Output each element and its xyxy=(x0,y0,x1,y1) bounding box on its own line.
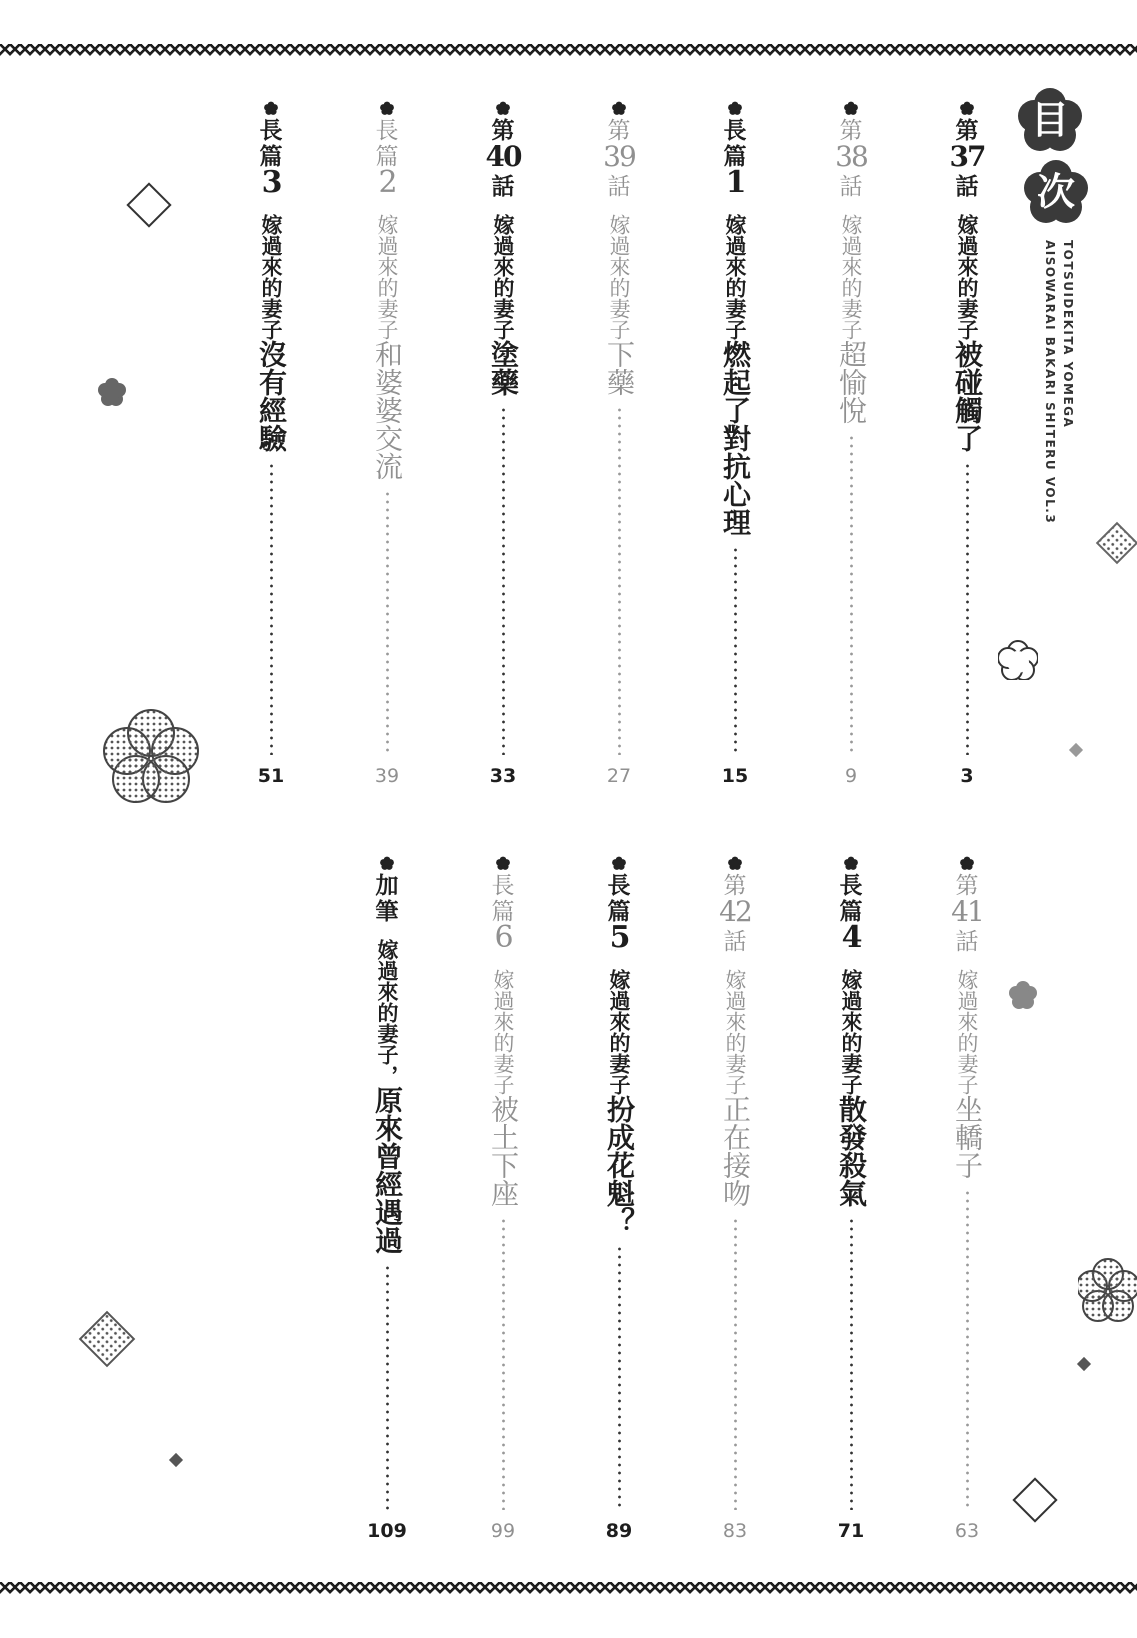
entry-number: 42 xyxy=(719,895,751,928)
chapter-title xyxy=(254,214,288,452)
dot-leader xyxy=(734,546,737,755)
flower-bullet-icon xyxy=(728,855,742,869)
toc-entry[interactable] xyxy=(950,855,984,1544)
diamond-icon xyxy=(166,1450,186,1470)
entry-marker: 長 篇 xyxy=(839,872,863,925)
page-number: 3 xyxy=(960,765,974,787)
page-number: 71 xyxy=(837,1520,865,1542)
flower-bullet-icon xyxy=(264,100,278,114)
dot-leader xyxy=(502,406,505,755)
page-number: 39 xyxy=(374,765,400,787)
chapter-title-prefix: 嫁過來的妻子 xyxy=(375,214,399,340)
series-title-line-2: AISOWARAI BAKARI SHITERU VOL.3 xyxy=(1043,240,1057,525)
entry-marker: 長 篇 xyxy=(259,117,283,170)
flower-bullet-icon xyxy=(496,855,510,869)
chapter-title xyxy=(834,969,868,1207)
dot-leader xyxy=(270,462,273,755)
dot-leader xyxy=(850,1217,853,1510)
entry-number: 6 xyxy=(494,920,512,955)
flower-bullet-icon xyxy=(380,855,394,869)
chapter-title-prefix: 嫁過來的妻子 xyxy=(955,969,979,1095)
chapter-title xyxy=(950,969,984,1179)
chapter-title-main: 正在接吻 xyxy=(719,1095,752,1207)
plum-blossom-icon xyxy=(1078,1258,1137,1328)
chapter-title xyxy=(486,214,520,396)
chapter-title xyxy=(370,214,404,480)
title-char-1-badge xyxy=(1018,88,1082,152)
toc-entry[interactable] xyxy=(602,855,636,1544)
entry-marker-suffix: 話 xyxy=(955,173,979,200)
chapter-title xyxy=(834,214,868,424)
flower-bullet-icon xyxy=(380,100,394,114)
chapter-title xyxy=(950,214,984,452)
chapter-title-prefix: 嫁過來的妻子 xyxy=(607,214,631,340)
chapter-title-main: 被土下座 xyxy=(487,1095,520,1207)
chapter-title xyxy=(486,969,520,1207)
flower-bullet-icon xyxy=(728,100,742,114)
page-number: 51 xyxy=(257,765,285,787)
entry-number: 2 xyxy=(378,165,396,200)
toc-entry[interactable] xyxy=(486,855,520,1544)
title-char-2-badge xyxy=(1024,160,1088,224)
dot-leader xyxy=(966,1189,969,1510)
page-number: 33 xyxy=(489,765,517,787)
flower-bullet-icon xyxy=(612,100,626,114)
entry-marker: 第 xyxy=(491,117,515,144)
chapter-title xyxy=(718,969,752,1207)
toc-entry[interactable] xyxy=(370,100,404,789)
toc-entry[interactable] xyxy=(718,855,752,1544)
chapter-title-main: 下藥 xyxy=(603,340,636,396)
dot-leader xyxy=(734,1217,737,1510)
entry-marker: 長 篇 xyxy=(491,873,515,925)
entry-marker: 第 xyxy=(723,873,747,899)
entry-number: 4 xyxy=(841,920,861,955)
entry-number: 3 xyxy=(261,165,281,200)
chapter-title-main: 散發殺氣 xyxy=(835,1095,868,1207)
diamond-icon xyxy=(1074,1354,1094,1374)
dot-leader xyxy=(502,1217,505,1510)
flower-bullet-icon xyxy=(612,855,626,869)
diamond-icon xyxy=(1010,1475,1060,1525)
entry-number: 41 xyxy=(951,895,983,928)
plum-blossom-icon xyxy=(998,640,1038,680)
entry-marker: 第 xyxy=(955,117,979,144)
plum-blossom-icon xyxy=(97,377,127,407)
chapter-title-prefix: 嫁過來的妻子 xyxy=(491,214,516,340)
entry-number: 37 xyxy=(949,140,985,173)
diamond-icon xyxy=(1066,740,1086,760)
chapter-title-main: 坐轎子 xyxy=(951,1095,984,1179)
chapter-title-main: 超愉悅 xyxy=(835,340,868,424)
entry-marker-suffix: 話 xyxy=(723,929,747,955)
chapter-title-prefix: 嫁過來的妻子 xyxy=(723,214,748,340)
toc-entry[interactable] xyxy=(718,100,752,789)
page-number: 63 xyxy=(954,1520,980,1542)
dot-leader xyxy=(386,1264,389,1510)
chapter-title-prefix: 嫁過來的妻子， xyxy=(375,939,400,1086)
toc-entry[interactable] xyxy=(254,100,288,789)
chapter-title-main: 沒有經驗 xyxy=(255,340,288,452)
plum-blossom-icon xyxy=(1008,980,1038,1010)
dot-leader xyxy=(618,1245,621,1510)
chapter-title-prefix: 嫁過來的妻子 xyxy=(607,969,632,1095)
chapter-title-main: 被碰觸了 xyxy=(951,340,984,452)
chapter-title-main: 扮成花魁？ xyxy=(603,1095,636,1235)
entry-marker-suffix: 話 xyxy=(491,173,515,200)
series-title-line-1: TOTSUIDEKITA YOMEGA xyxy=(1061,240,1075,429)
page-number: 99 xyxy=(490,1520,516,1542)
chapter-title-prefix: 嫁過來的妻子 xyxy=(723,969,747,1095)
chapter-title-prefix: 嫁過來的妻子 xyxy=(491,969,515,1095)
chapter-title xyxy=(602,969,636,1235)
entry-number: 1 xyxy=(725,165,745,200)
entry-marker-suffix: 話 xyxy=(839,174,863,200)
plum-blossom-icon xyxy=(103,709,199,805)
chapter-title-main: 塗藥 xyxy=(487,340,520,396)
entry-number: 40 xyxy=(485,140,521,173)
page-number: 15 xyxy=(721,765,749,787)
dot-leader xyxy=(618,406,621,755)
entry-marker: 長 篇 xyxy=(607,872,631,925)
chapter-title xyxy=(602,214,636,396)
entry-number: 38 xyxy=(835,140,867,173)
flower-bullet-icon xyxy=(960,855,974,869)
chapter-title-prefix: 嫁過來的妻子 xyxy=(259,214,284,340)
entry-marker: 第 xyxy=(839,118,863,144)
entry-marker: 長 篇 xyxy=(375,118,399,170)
flower-bullet-icon xyxy=(960,100,974,114)
title-char: 次 xyxy=(1036,170,1075,214)
entry-marker: 長 篇 xyxy=(723,117,747,170)
chapter-title xyxy=(370,939,404,1254)
dot-leader xyxy=(386,490,389,755)
chapter-title-prefix: 嫁過來的妻子 xyxy=(955,214,980,340)
toc-entry[interactable] xyxy=(486,100,520,789)
flower-bullet-icon xyxy=(844,855,858,869)
chapter-title-prefix: 嫁過來的妻子 xyxy=(839,969,864,1095)
dot-leader xyxy=(966,462,969,755)
chapter-title-prefix: 嫁過來的妻子 xyxy=(839,214,863,340)
bottom-border-pattern xyxy=(0,1582,1137,1594)
toc-entry[interactable] xyxy=(834,855,868,1544)
diamond-icon xyxy=(124,180,174,230)
flower-bullet-icon xyxy=(496,100,510,114)
page-number: 27 xyxy=(606,765,632,787)
toc-entry[interactable] xyxy=(602,100,636,789)
chapter-title xyxy=(718,214,752,536)
entry-marker-suffix: 話 xyxy=(607,174,631,200)
page-number: 83 xyxy=(722,1520,748,1542)
chapter-title-main: 和婆婆交流 xyxy=(371,340,404,480)
page-number: 89 xyxy=(605,1520,633,1542)
entry-marker: 第 xyxy=(955,873,979,899)
title-char: 目 xyxy=(1030,98,1069,142)
chapter-title-main: 燃起了對抗心理 xyxy=(719,340,752,536)
flower-bullet-icon xyxy=(844,100,858,114)
diamond-icon xyxy=(1094,520,1137,566)
entry-marker-suffix: 話 xyxy=(955,929,979,955)
entry-number: 39 xyxy=(603,140,635,173)
toc-entry[interactable] xyxy=(367,855,407,1544)
entry-number: 5 xyxy=(609,920,629,955)
dot-leader xyxy=(850,434,853,755)
diamond-icon xyxy=(76,1308,138,1370)
page-number: 9 xyxy=(844,765,858,787)
toc-entry[interactable] xyxy=(950,100,984,789)
toc-entry[interactable] xyxy=(834,100,868,789)
entry-marker: 第 xyxy=(607,118,631,144)
entry-marker: 加 筆 xyxy=(375,872,399,925)
chapter-title-main: 原來曾經遇過 xyxy=(371,1086,404,1254)
page-number: 109 xyxy=(367,1520,407,1542)
top-border-pattern xyxy=(0,44,1137,56)
